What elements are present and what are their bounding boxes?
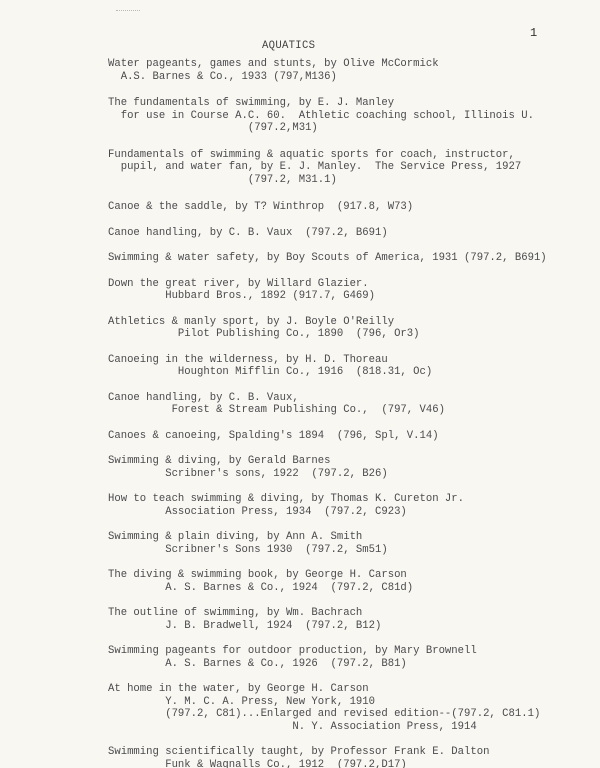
entry-line: Scribner's Sons 1930 (797.2, Sm51) [108, 543, 388, 556]
entry-line: Pilot Publishing Co., 1890 (796, Or3) [108, 328, 420, 340]
bibliography-entry [108, 746, 588, 768]
entry-line: Canoe handling, by C. B. Vaux (797.2, B691) [108, 226, 388, 239]
entry-line: The outline of swimming, by Wm. Bachrach [108, 607, 363, 619]
bibliography-entry [108, 683, 588, 733]
entry-line: Canoes & canoeing, Spalding's 1894 (796, Spl, V.14) [108, 429, 439, 442]
entry-line: How to teach swimming & diving, by Thomas K. Cureton Jr. [108, 493, 465, 505]
bibliography-entry [108, 201, 588, 214]
entry-line: Canoeing in the wilderness, by H. D. Thoreau [108, 353, 388, 366]
bibliography-entry [108, 607, 588, 632]
entry-line: The diving & swimming book, by George H. Carson [108, 569, 407, 581]
entry-line: Canoe handling, by C. B. Vaux, [108, 391, 299, 404]
entry-line: Fundamentals of swimming & aquatic sports for coach, instructor, [108, 148, 515, 161]
bibliography-entry [108, 392, 588, 417]
bibliography-entry [108, 227, 588, 240]
entry-line: Funk & Wagnalls Co., 1912 (797.2,D17) [108, 758, 407, 768]
bibliography-entry [108, 645, 588, 670]
bibliography-entry [108, 430, 588, 443]
bibliography-entry [108, 569, 588, 594]
bibliography-entry [108, 354, 588, 379]
entry-line: Swimming & plain diving, by Ann A. Smith [108, 531, 363, 543]
entry-line: pupil, and water fan, by E. J. Manley. The Service Press, 1927 [108, 161, 522, 173]
entry-line: (797.2,M31) [108, 122, 318, 134]
bibliography-entry [108, 97, 588, 135]
entry-line: Y. M. C. A. Press, New York, 1910 [108, 695, 376, 708]
entry-line: Swimming pageants for outdoor production, by Mary Brownell [108, 645, 477, 657]
entry-line: Forest & Stream Publishing Co., (797, V46) [108, 404, 445, 416]
entry-line: (797.2, C81)...Enlarged and revised edition--(797.2, C81.1) [108, 708, 541, 720]
entry-line: A. S. Barnes & Co., 1924 (797.2, C81d) [108, 581, 414, 594]
entry-line: (797.2, M31.1) [108, 173, 337, 186]
entry-line: Athletics & manly sport, by J. Boyle O'Reilly [108, 315, 395, 328]
entry-line: A.S. Barnes & Co., 1933 (797,M136) [108, 70, 337, 83]
bibliography-list [108, 58, 588, 768]
bibliography-entry [108, 493, 588, 518]
entry-line: Canoe & the saddle, by T? Winthrop (917.8, W73) [108, 201, 414, 213]
ink-smudge [116, 10, 140, 15]
entry-line: Hubbard Bros., 1892 (917.7, G469) [108, 290, 376, 302]
bibliography-entry [108, 531, 588, 556]
entry-line: At home in the water, by George H. Carson [108, 683, 369, 695]
entry-line: Water pageants, games and stunts, by Olive McCormick [108, 58, 439, 70]
entry-line: Swimming & diving, by Gerald Barnes [108, 455, 331, 467]
entry-line: The fundamentals of swimming, by E. J. Manley [108, 97, 395, 109]
entry-line: Swimming scientifically taught, by Professor Frank E. Dalton [108, 746, 490, 758]
entry-line: J. B. Bradwell, 1924 (797.2, B12) [108, 619, 382, 632]
section-heading: AQUATICS [262, 40, 316, 52]
bibliography-entry [108, 455, 588, 480]
page-number: 1 [530, 26, 538, 40]
bibliography-entry [108, 58, 588, 83]
bibliography-entry [108, 278, 588, 303]
entry-line: Scribner's sons, 1922 (797.2, B26) [108, 467, 388, 480]
entry-line: Swimming & water safety, by Boy Scouts of America, 1931 (797.2, B691) [108, 252, 547, 264]
entry-line: A. S. Barnes & Co., 1926 (797.2, B81) [108, 657, 407, 670]
bibliography-entry [108, 149, 588, 187]
entry-line: Down the great river, by Willard Glazier. [108, 277, 369, 290]
entry-line: Houghton Mifflin Co., 1916 (818.31, Oc) [108, 366, 433, 378]
entry-line: N. Y. Association Press, 1914 [108, 720, 477, 733]
bibliography-entry [108, 316, 588, 341]
entry-line: for use in Course A.C. 60. Athletic coaching school, Illinois U. [108, 109, 534, 122]
bibliography-entry [108, 252, 588, 265]
entry-line: Association Press, 1934 (797.2, C923) [108, 505, 407, 518]
